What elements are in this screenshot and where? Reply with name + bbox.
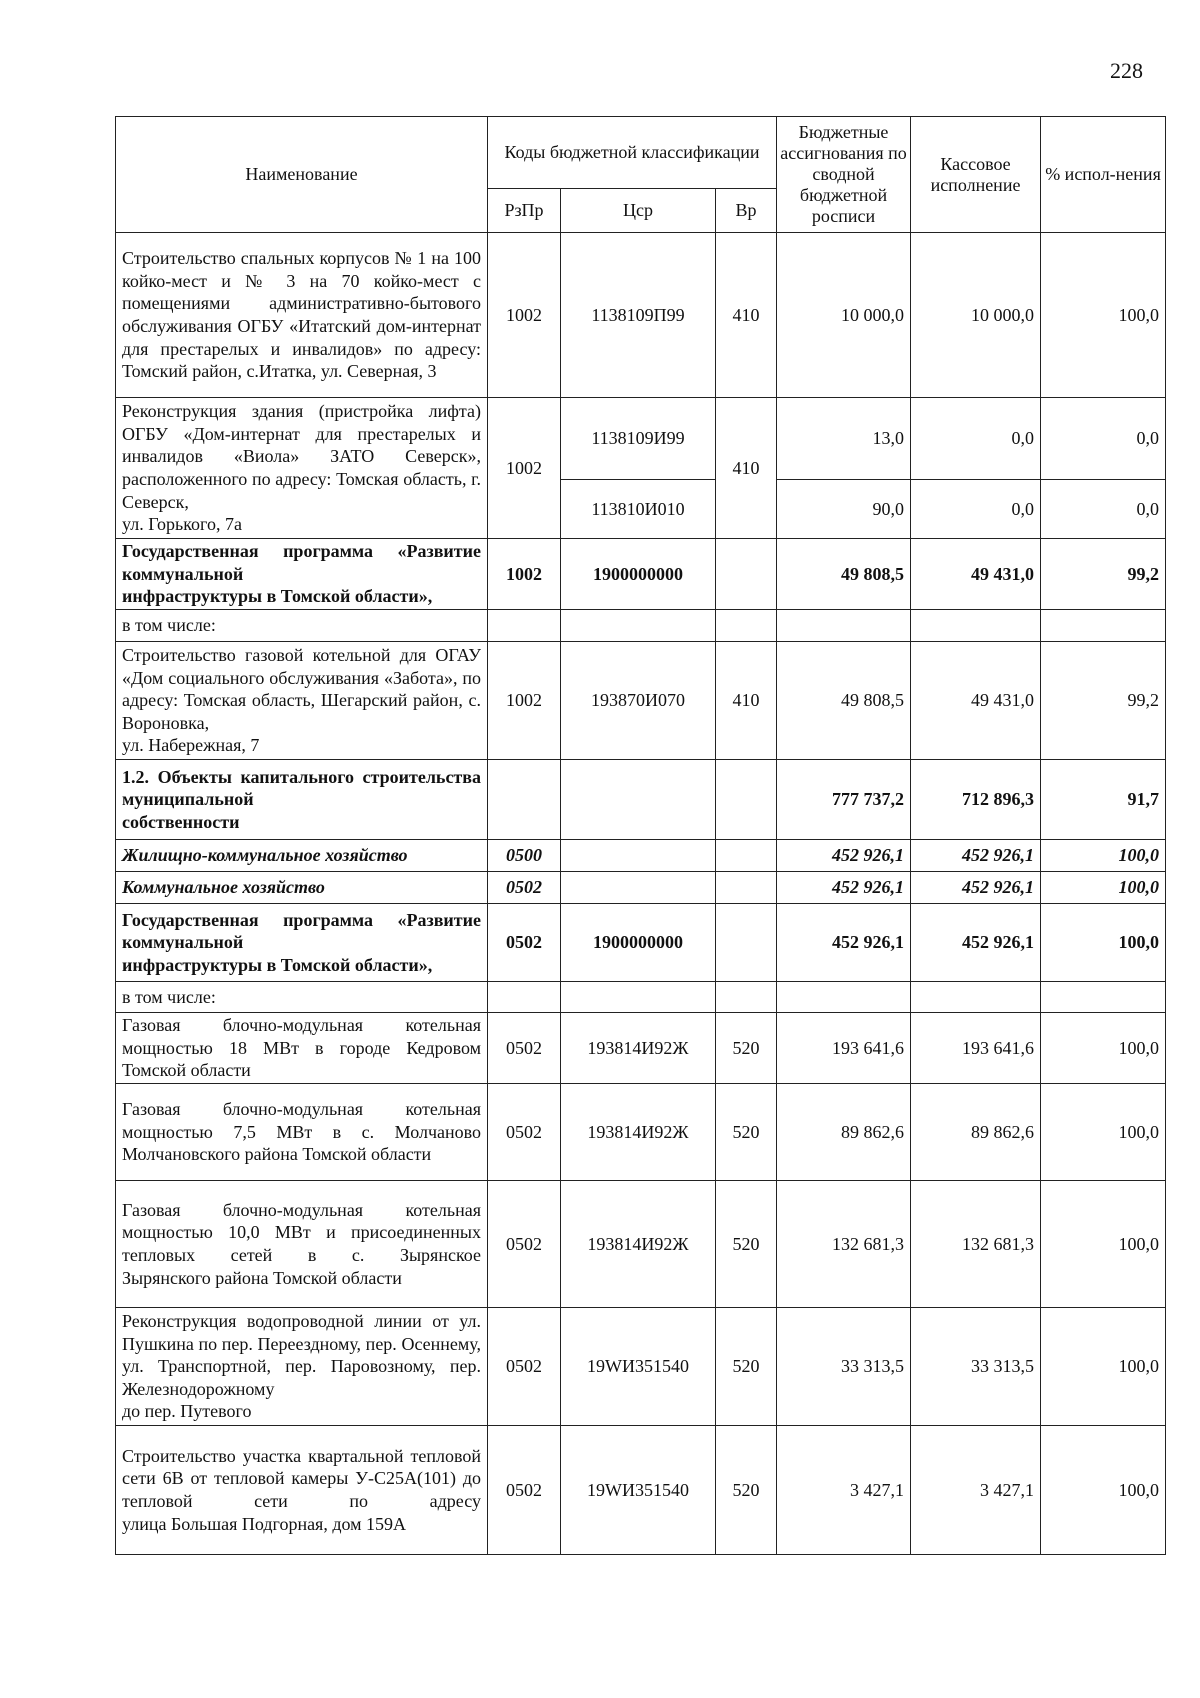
row-vr: 410: [716, 398, 777, 539]
row-cash: 193 641,6: [911, 1013, 1041, 1084]
row-rzpr: 0502: [488, 872, 561, 904]
row-assignments: 132 681,3: [777, 1181, 911, 1308]
header-name: Наименование: [116, 117, 488, 233]
row-csr: 19WИ351540: [561, 1426, 716, 1555]
row-vr: 520: [716, 1084, 777, 1181]
header-codes: Коды бюджетной классификации: [488, 117, 777, 189]
row-cash: 712 896,3: [911, 760, 1041, 840]
header-row: [116, 117, 1166, 189]
row-assignments: 13,0: [777, 398, 911, 480]
row-csr: [561, 760, 716, 840]
row-cash: 132 681,3: [911, 1181, 1041, 1308]
row-vr: [716, 872, 777, 904]
row-vr: [716, 840, 777, 872]
row-assignments: 89 862,6: [777, 1084, 911, 1181]
row-cash: 89 862,6: [911, 1084, 1041, 1181]
row-assignments: 193 641,6: [777, 1013, 911, 1084]
row-percent: 100,0: [1041, 233, 1166, 398]
row-vr: 520: [716, 1426, 777, 1555]
header-percent: % испол-нения: [1041, 117, 1166, 233]
row-name: Строительство газовой котельной для ОГАУ «Дом социального обслуживания «Забота», по адресу: Томская область, Шегарский район, с. Вороновка, ул. Набережная, 7: [116, 642, 488, 760]
row-name: в том числе:: [116, 982, 488, 1013]
row-assignments: 33 313,5: [777, 1308, 911, 1426]
row-name: Жилищно-коммунальное хозяйство: [116, 840, 488, 872]
row-percent: 100,0: [1041, 1013, 1166, 1084]
row-assignments: 49 808,5: [777, 539, 911, 610]
table-row: [116, 840, 1166, 872]
row-cash: 452 926,1: [911, 840, 1041, 872]
table-row: [116, 872, 1166, 904]
row-csr: 193814И92Ж: [561, 1181, 716, 1308]
row-percent: 100,0: [1041, 872, 1166, 904]
row-percent: 99,2: [1041, 642, 1166, 760]
row-name: Газовая блочно-модульная котельная мощностью 10,0 МВт и присоединенных тепловых сетей в с. Зырянское Зырянского района Томской области: [116, 1181, 488, 1308]
row-percent: 99,2: [1041, 539, 1166, 610]
row-csr: 193814И92Ж: [561, 1013, 716, 1084]
table-row: [116, 642, 1166, 760]
row-vr: 520: [716, 1308, 777, 1426]
row-vr: [716, 539, 777, 610]
row-rzpr: 1002: [488, 642, 561, 760]
row-vr: [716, 760, 777, 840]
budget-table: [115, 116, 1166, 1555]
row-assignments: 49 808,5: [777, 642, 911, 760]
row-percent: 100,0: [1041, 1308, 1166, 1426]
row-name: Газовая блочно-модульная котельная мощностью 7,5 МВт в с. Молчаново Молчановского района Томской области: [116, 1084, 488, 1181]
row-name: 1.2. Объекты капитального строительства муниципальной собственности: [116, 760, 488, 840]
row-name: Строительство участка квартальной тепловой сети 6В от тепловой камеры У-С25А(101) до тепловой сети по адресу улица Большая Подгорная, дом 159А: [116, 1426, 488, 1555]
row-rzpr: 1002: [488, 233, 561, 398]
row-assignments: 452 926,1: [777, 872, 911, 904]
header-rzpr: РзПр: [488, 189, 561, 233]
row-rzpr: 1002: [488, 539, 561, 610]
row-assignments: 777 737,2: [777, 760, 911, 840]
table-row: [116, 982, 1166, 1013]
header-assignments: Бюджетные ассигнования по сводной бюджетной росписи: [777, 117, 911, 233]
table-row: [116, 1181, 1166, 1308]
row-percent: 100,0: [1041, 1181, 1166, 1308]
row-cash: 0,0: [911, 480, 1041, 539]
header-cash-execution: Кассовое исполнение: [911, 117, 1041, 233]
table-row: [116, 904, 1166, 982]
row-assignments: 10 000,0: [777, 233, 911, 398]
row-name: Строительство спальных корпусов № 1 на 100 койко-мест и № 3 на 70 койко-мест с помещениями административно-бытового обслуживания ОГБУ «Итатский дом-интернат для престарелых и инвалидов» по адресу: Томский район, с.Итатка, ул. Северная, 3: [116, 233, 488, 398]
row-percent: 100,0: [1041, 840, 1166, 872]
row-name: Реконструкция водопроводной линии от ул. Пушкина по пер. Переездному, пер. Осеннему, ул. Транспортной, пер. Паровозному, пер. Железнодорожному до пер. Путевого: [116, 1308, 488, 1426]
row-vr: 520: [716, 1181, 777, 1308]
row-assignments: 90,0: [777, 480, 911, 539]
row-csr: 193870И070: [561, 642, 716, 760]
row-assignments: 452 926,1: [777, 904, 911, 982]
row-cash: 3 427,1: [911, 1426, 1041, 1555]
row-csr: [561, 872, 716, 904]
table-row: [116, 1308, 1166, 1426]
row-percent: 100,0: [1041, 904, 1166, 982]
row-rzpr: 1002: [488, 398, 561, 539]
row-percent: 91,7: [1041, 760, 1166, 840]
row-cash: 49 431,0: [911, 539, 1041, 610]
table-row: [116, 1084, 1166, 1181]
page-number: 228: [1110, 58, 1143, 83]
row-name: Реконструкция здания (пристройка лифта) ОГБУ «Дом-интернат для престарелых и инвалидов «Виола» ЗАТО Северск», расположенного по адресу: Томская область, г. Северск, ул. Горького, 7а: [116, 398, 488, 539]
row-csr: 1138109И99: [561, 398, 716, 480]
header-vr: Вр: [716, 189, 777, 233]
row-rzpr: 0502: [488, 1181, 561, 1308]
row-percent: 0,0: [1041, 480, 1166, 539]
row-assignments: 452 926,1: [777, 840, 911, 872]
row-vr: 520: [716, 1013, 777, 1084]
row-rzpr: 0502: [488, 1426, 561, 1555]
table-row: [116, 539, 1166, 610]
table-row: [116, 1426, 1166, 1555]
table-row: [116, 398, 1166, 480]
row-csr: [561, 840, 716, 872]
row-name: в том числе:: [116, 610, 488, 642]
row-name: Коммунальное хозяйство: [116, 872, 488, 904]
row-rzpr: 0502: [488, 1308, 561, 1426]
row-vr: [716, 904, 777, 982]
row-name: Государственная программа «Развитие коммунальной инфраструктуры в Томской области»,: [116, 539, 488, 610]
row-name: Газовая блочно-модульная котельная мощностью 18 МВт в городе Кедровом Томской области: [116, 1013, 488, 1084]
row-rzpr: 0502: [488, 904, 561, 982]
row-csr: 19WИ351540: [561, 1308, 716, 1426]
row-percent: 0,0: [1041, 398, 1166, 480]
row-csr: 193814И92Ж: [561, 1084, 716, 1181]
row-csr: 1900000000: [561, 904, 716, 982]
row-name: Государственная программа «Развитие коммунальной инфраструктуры в Томской области»,: [116, 904, 488, 982]
table-row: [116, 1013, 1166, 1084]
row-rzpr: 0500: [488, 840, 561, 872]
row-assignments: 3 427,1: [777, 1426, 911, 1555]
header-csr: Цср: [561, 189, 716, 233]
row-cash: 0,0: [911, 398, 1041, 480]
row-cash: 10 000,0: [911, 233, 1041, 398]
table-row: [116, 610, 1166, 642]
row-csr: 113810И010: [561, 480, 716, 539]
row-percent: 100,0: [1041, 1084, 1166, 1181]
row-percent: 100,0: [1041, 1426, 1166, 1555]
row-cash: 49 431,0: [911, 642, 1041, 760]
row-csr: 1138109П99: [561, 233, 716, 398]
row-cash: 33 313,5: [911, 1308, 1041, 1426]
row-cash: 452 926,1: [911, 872, 1041, 904]
row-vr: 410: [716, 642, 777, 760]
row-vr: 410: [716, 233, 777, 398]
table-row: [116, 760, 1166, 840]
table-row: [116, 233, 1166, 398]
row-csr: 1900000000: [561, 539, 716, 610]
row-rzpr: [488, 760, 561, 840]
row-cash: 452 926,1: [911, 904, 1041, 982]
row-rzpr: 0502: [488, 1013, 561, 1084]
row-rzpr: 0502: [488, 1084, 561, 1181]
